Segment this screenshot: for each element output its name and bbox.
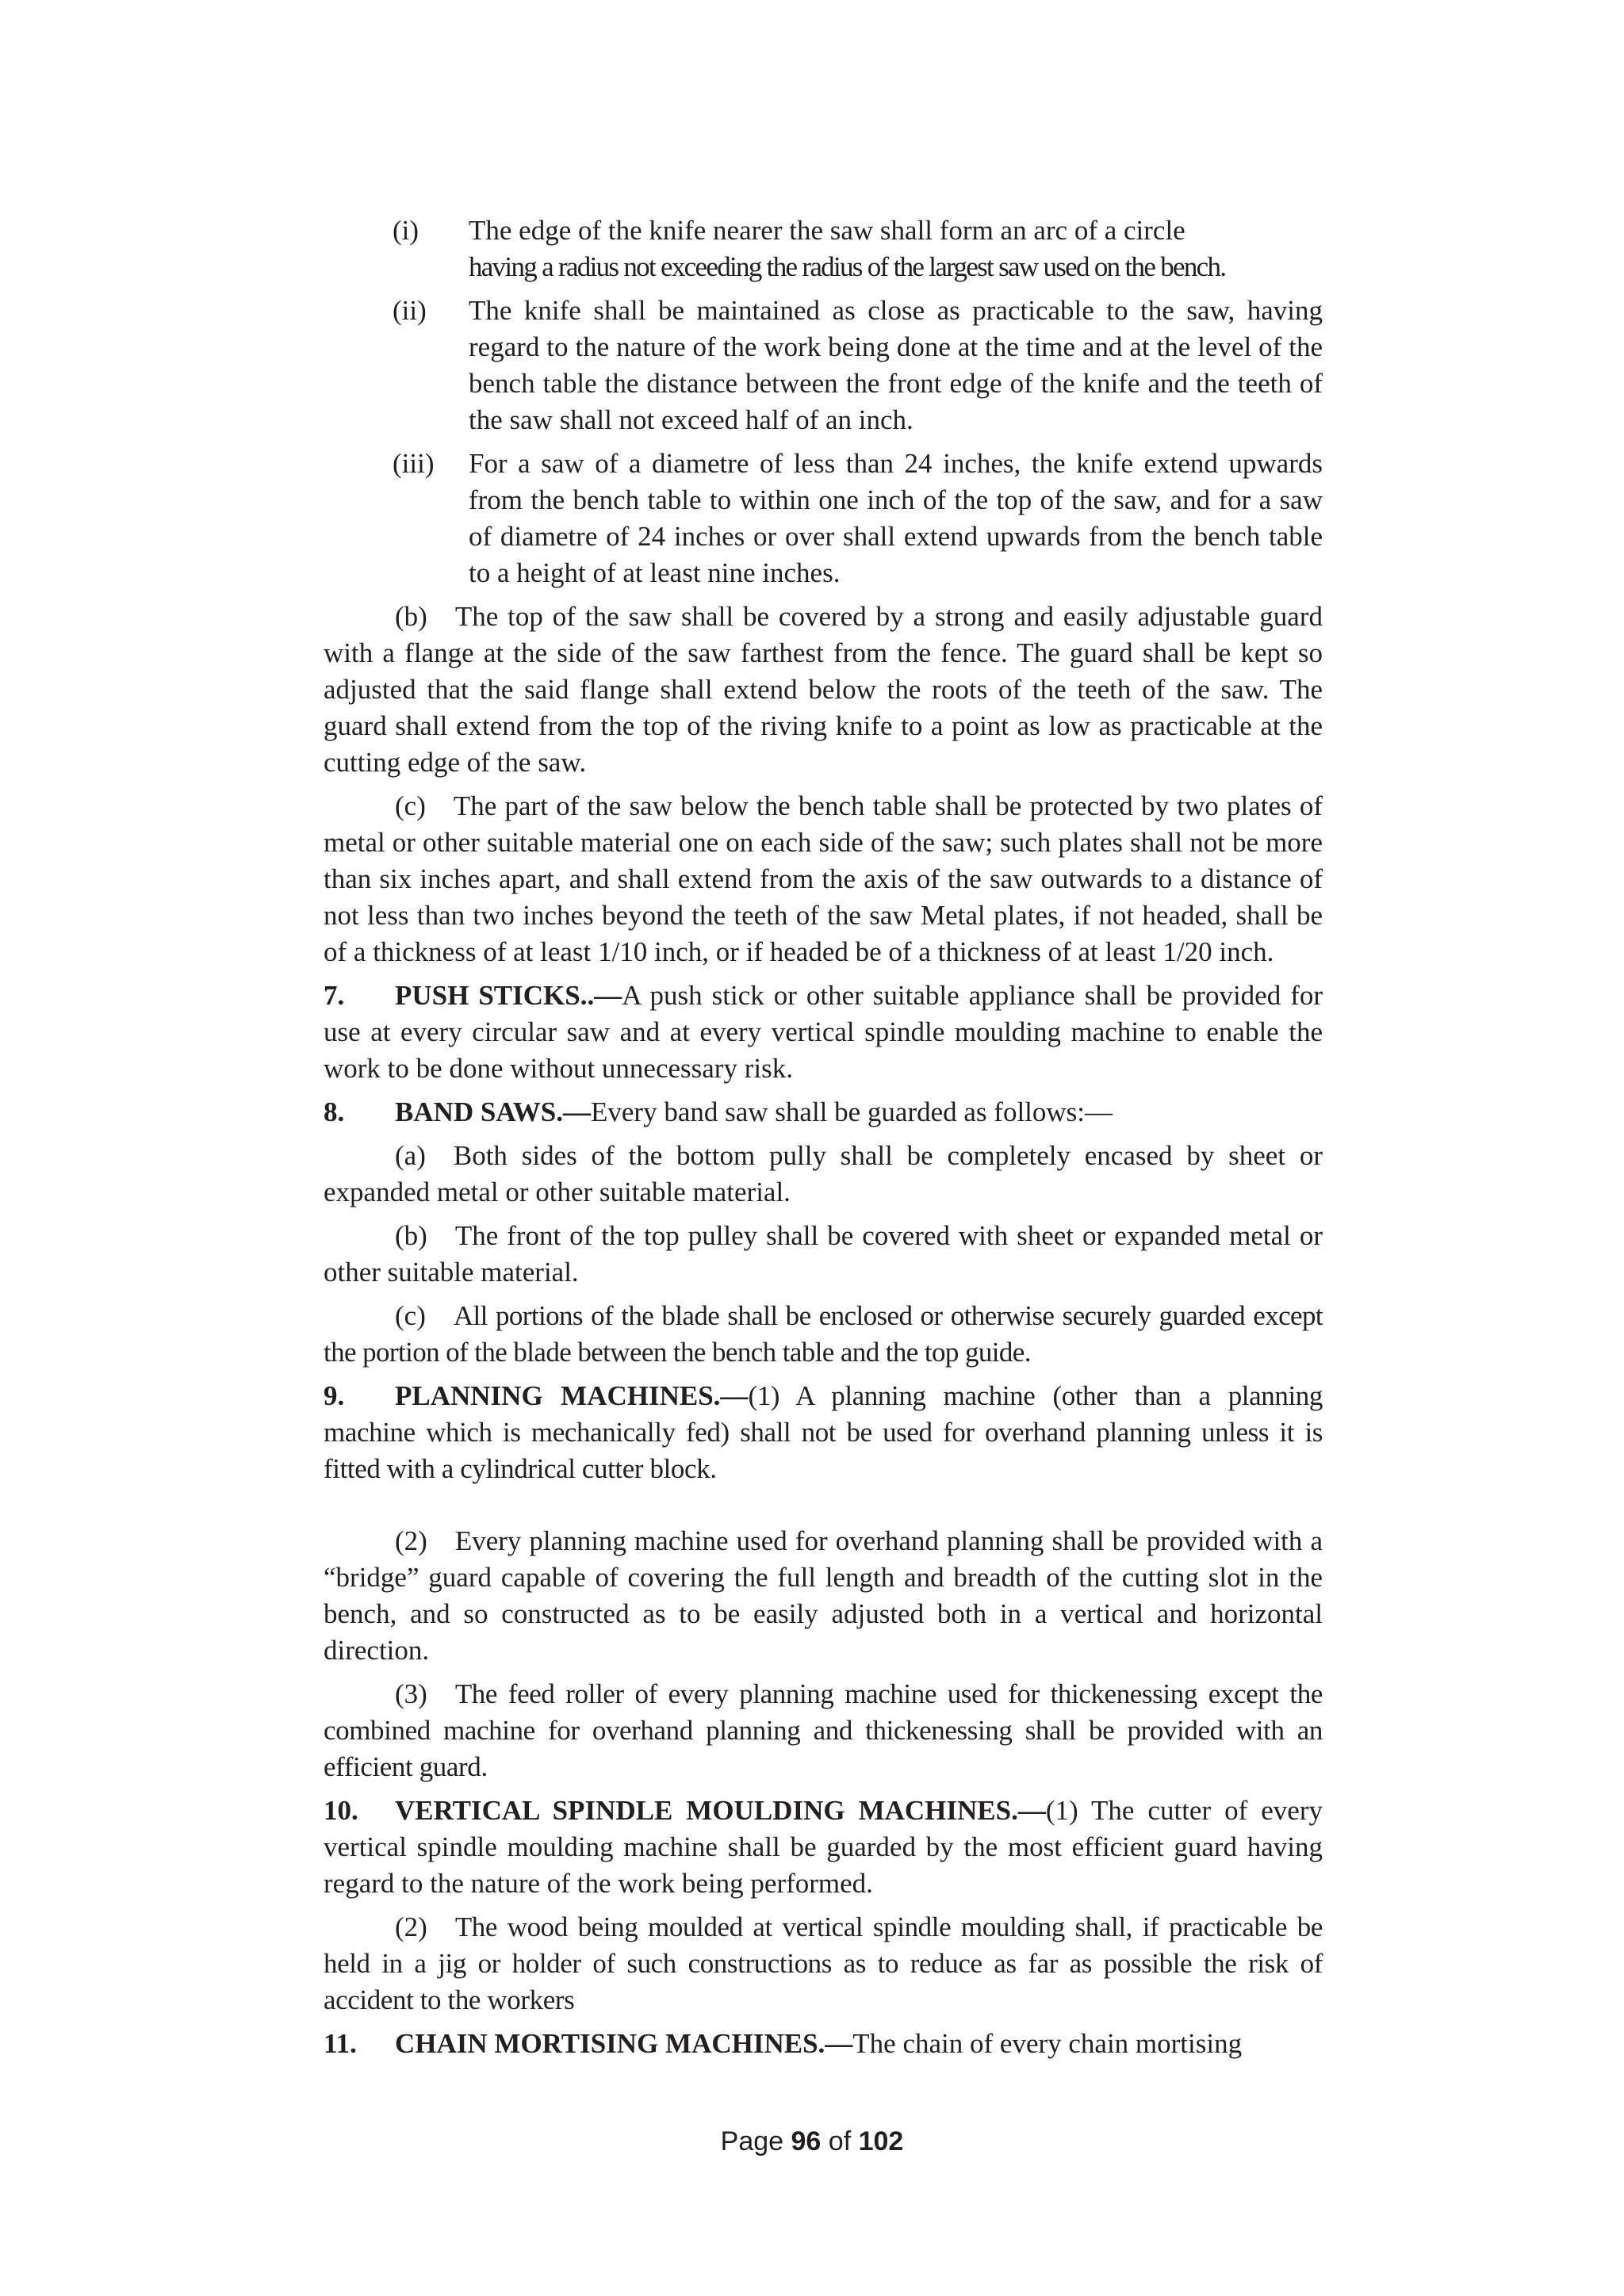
section-9-3: (3) The feed roller of every planning machine used for thickenessing except the combined machine for overhand planning and thickenessing shall be provided with an efficient guard. bbox=[324, 1678, 1323, 1782]
current-page-number: 96 bbox=[791, 2126, 822, 2156]
section-11: 11. CHAIN MORTISING MACHINES.—The chain of every chain mortising bbox=[324, 2026, 1323, 2062]
section-8: 8. BAND SAWS.—Every band saw shall be guarded as follows:— bbox=[324, 1094, 1323, 1131]
page-footer: Page 96 of 102 bbox=[720, 2126, 904, 2156]
section-7: 7. PUSH STICKS..—A push stick or other suitable appliance shall be provided for use at every circular saw and at every vertical spindle moulding machine to enable the work to be done without unnecessary risk. bbox=[324, 978, 1323, 1087]
document-page bbox=[324, 212, 1323, 2069]
clause-iii bbox=[324, 446, 1323, 591]
clause-text: The knife shall be maintained as close as practicable to the saw, having regard to the nature of the work being done at the time and at the level of the bench table the distance between the front edge of the knife and the teeth of the saw shall not exceed half of an inch. bbox=[469, 295, 1323, 435]
section-heading: PUSH STICKS..— bbox=[395, 980, 622, 1011]
section-8-a: (a) Both sides of the bottom pully shall be completely encased by sheet or expanded metal or other suitable material. bbox=[324, 1140, 1323, 1207]
total-page-count: 102 bbox=[858, 2126, 904, 2156]
section-number: 11. bbox=[324, 2028, 357, 2059]
clause-label: (ii) bbox=[393, 295, 427, 326]
section-9: 9. PLANNING MACHINES.—(1) A planning machine (other than a planning machine which is mechanically fed) shall not be used for overhand planning unless it is fitted with a cylindrical cutter block. bbox=[324, 1378, 1323, 1487]
section-9-2: (2) Every planning machine used for overhand planning shall be provided with a “bridge” guard capable of covering the full length and breadth of the cutting slot in the bench, and so constructed as to be easily adjusted both in a vertical and horizontal direction. bbox=[324, 1525, 1323, 1666]
section-heading: CHAIN MORTISING MACHINES.— bbox=[395, 2028, 853, 2059]
clause-label: (iii) bbox=[393, 448, 435, 479]
section-heading: BAND SAWS.— bbox=[395, 1096, 591, 1127]
section-10-2: (2) The wood being moulded at vertical spindle moulding shall, if practicable be held in a jig or holder of such constructions as to reduce as far as possible the risk of accident to the workers bbox=[324, 1911, 1323, 2015]
section-number: 8. bbox=[324, 1096, 345, 1127]
paragraph-b: (b) The top of the saw shall be covered by a strong and easily adjustable guard with a flange at the side of the saw farthest from the fence. The guard shall be kept so adjusted that the said flange shall extend below the roots of the teeth of the saw. The guard shall extend from the top of the riving knife to a point as low as practicable at the cutting edge of the saw. bbox=[324, 601, 1323, 778]
section-8-c: (c) All portions of the blade shall be enclosed or otherwise securely guarded except the portion of the blade between the bench table and the top guide. bbox=[324, 1300, 1323, 1368]
clause-i bbox=[324, 212, 1323, 285]
section-number: 10. bbox=[324, 1795, 358, 1826]
spacer bbox=[324, 1494, 1323, 1523]
clause-text: The edge of the knife nearer the saw shall form an arc of a circle having a radius not exceeding the radius of the largest saw used on the bench. bbox=[469, 215, 1226, 282]
clause-label: (i) bbox=[393, 215, 419, 246]
section-8-b: (b) The front of the top pulley shall be covered with sheet or expanded metal or other suitable material. bbox=[324, 1220, 1323, 1288]
section-10: 10. VERTICAL SPINDLE MOULDING MACHINES.—(1) The cutter of every vertical spindle moulding machine shall be guarded by the most efficient guard having regard to the nature of the work being performed. bbox=[324, 1793, 1323, 1902]
section-number: 7. bbox=[324, 980, 345, 1011]
section-number: 9. bbox=[324, 1380, 345, 1411]
clause-ii bbox=[324, 293, 1323, 438]
section-heading: PLANNING MACHINES.— bbox=[395, 1380, 749, 1411]
clause-text: For a saw of a diametre of less than 24 inches, the knife extend upwards from the bench table to within one inch of the top of the saw, and for a saw of diametre of 24 inches or over shall extend upwards from the bench table to a height of at least nine inches. bbox=[469, 448, 1323, 588]
paragraph-c: (c) The part of the saw below the bench table shall be protected by two plates of metal or other suitable material one on each side of the saw; such plates shall not be more than six inches apart, and shall extend from the axis of the saw outwards to a distance of not less than two inches beyond the teeth of the saw Metal plates, if not headed, shall be of a thickness of at least 1/10 inch, or if headed be of a thickness of at least 1/20 inch. bbox=[324, 790, 1323, 967]
section-heading: VERTICAL SPINDLE MOULDING MACHINES.— bbox=[395, 1795, 1046, 1826]
